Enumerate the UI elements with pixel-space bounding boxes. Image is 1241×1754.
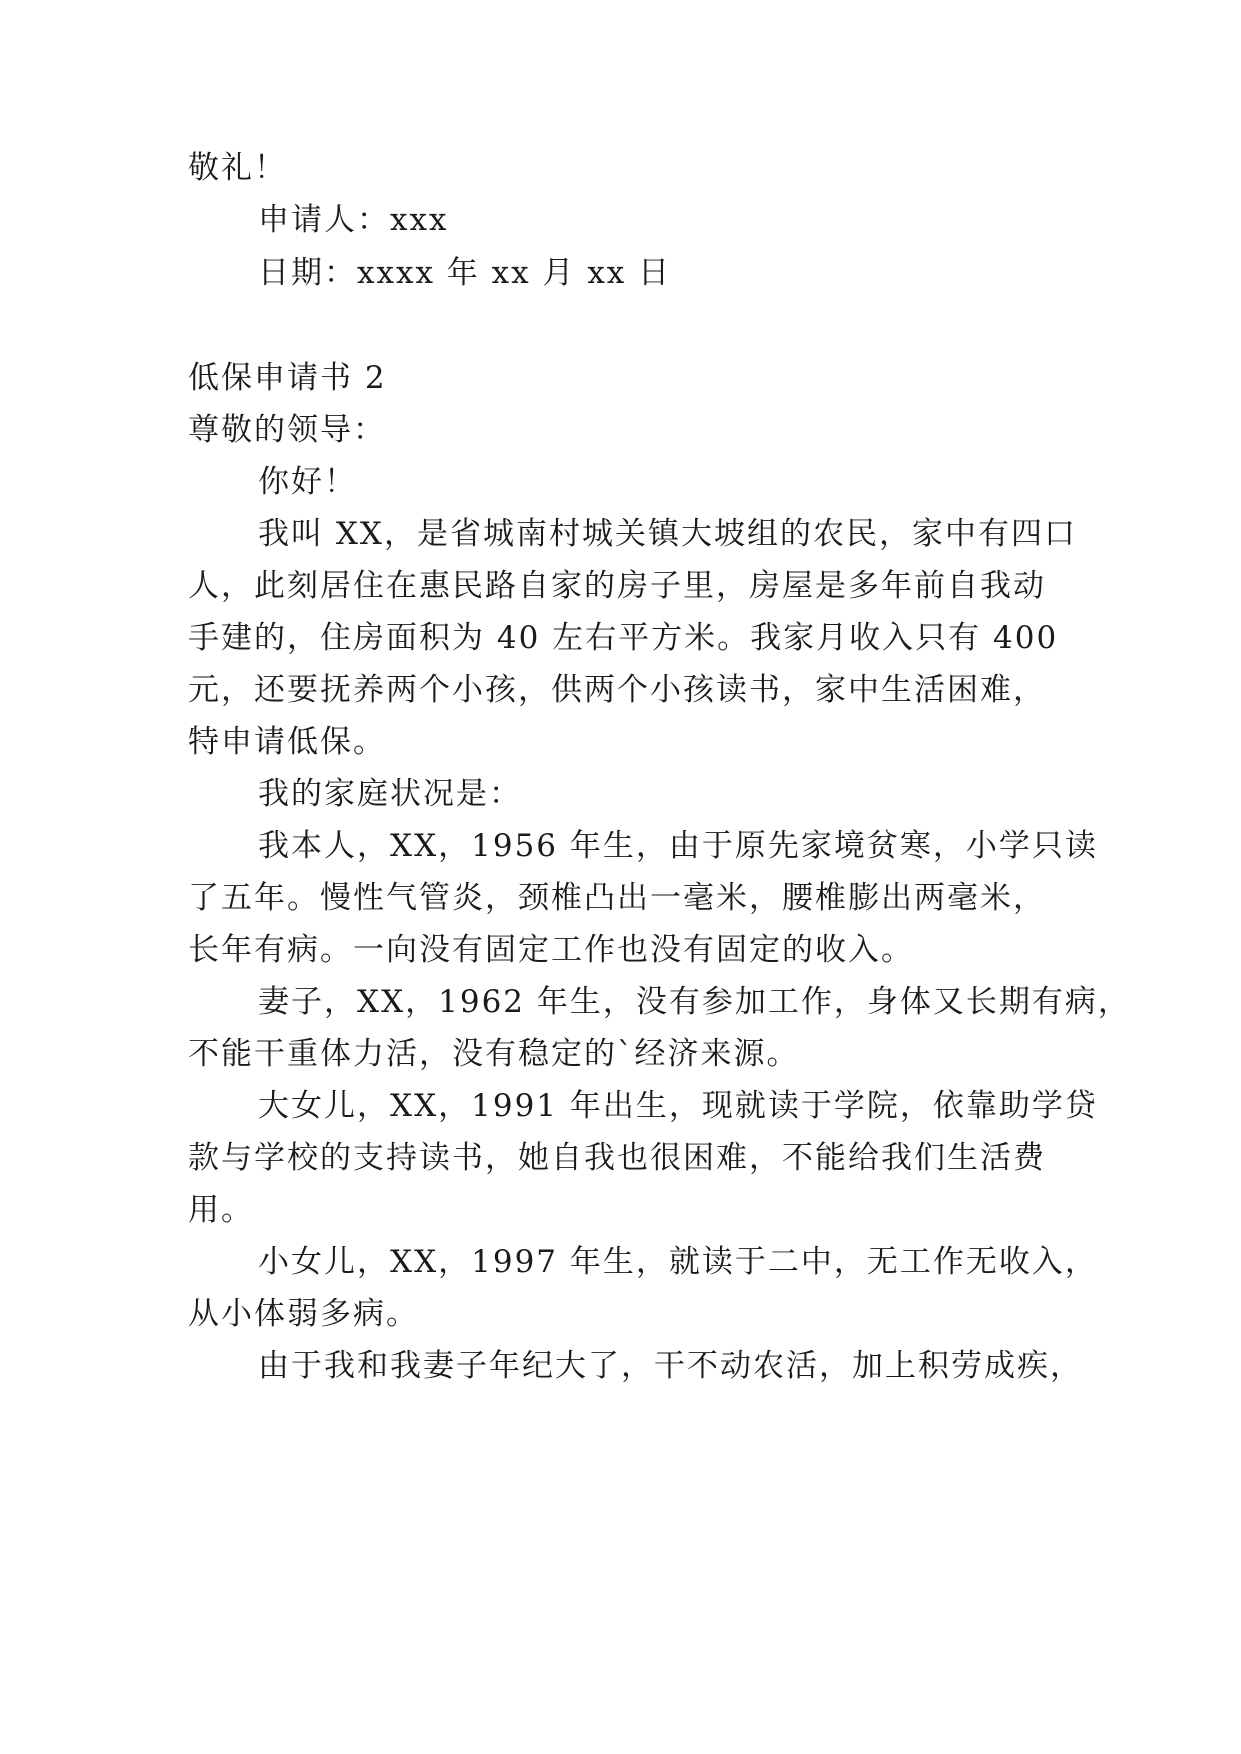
paragraph-line: 大女儿，XX，1991 年出生，现就读于学院，依靠助学贷 [258, 1088, 1098, 1124]
paragraph-line: 从小体弱多病。 [188, 1296, 419, 1332]
paragraph-line: 我的家庭状况是： [258, 776, 522, 812]
date-line: 日期：xxxx 年 xx 月 xx 日 [258, 255, 672, 291]
paragraph-line: 款与学校的支持读书，她自我也很困难，不能给我们生活费 [188, 1140, 1046, 1176]
salutation: 尊敬的领导： [188, 412, 386, 448]
paragraph-line: 长年有病。一向没有固定工作也没有固定的收入。 [188, 932, 914, 968]
paragraph-line: 用。 [188, 1192, 254, 1228]
paragraph-line: 特申请低保。 [188, 724, 386, 760]
letter-title: 低保申请书 2 [188, 360, 387, 396]
paragraph-line: 我本人，XX，1956 年生，由于原先家境贫寒，小学只读 [258, 828, 1098, 864]
paragraph-line: 元，还要抚养两个小孩，供两个小孩读书，家中生活困难， [188, 672, 1046, 708]
paragraph-line: 小女儿，XX，1997 年生，就读于二中，无工作无收入， [258, 1244, 1098, 1280]
greeting: 你好！ [258, 464, 357, 500]
paragraph-line: 由于我和我妻子年纪大了，干不动农活，加上积劳成疾， [258, 1348, 1083, 1384]
paragraph-line: 妻子，XX，1962 年生，没有参加工作，身体又长期有病， [258, 984, 1131, 1020]
paragraph-line: 不能干重体力活，没有稳定的`经济来源。 [188, 1036, 800, 1072]
paragraph-line: 手建的，住房面积为 40 左右平方米。我家月收入只有 400 [188, 620, 1059, 656]
applicant-line: 申请人：xxx [258, 202, 449, 238]
paragraph-line: 人，此刻居住在惠民路自家的房子里，房屋是多年前自我动 [188, 568, 1046, 604]
paragraph-line: 我叫 XX，是省城南村城关镇大坡组的农民，家中有四口 [258, 516, 1077, 552]
paragraph-line: 了五年。慢性气管炎，颈椎凸出一毫米，腰椎膨出两毫米， [188, 880, 1046, 916]
letter-closing: 敬礼！ [188, 150, 287, 186]
